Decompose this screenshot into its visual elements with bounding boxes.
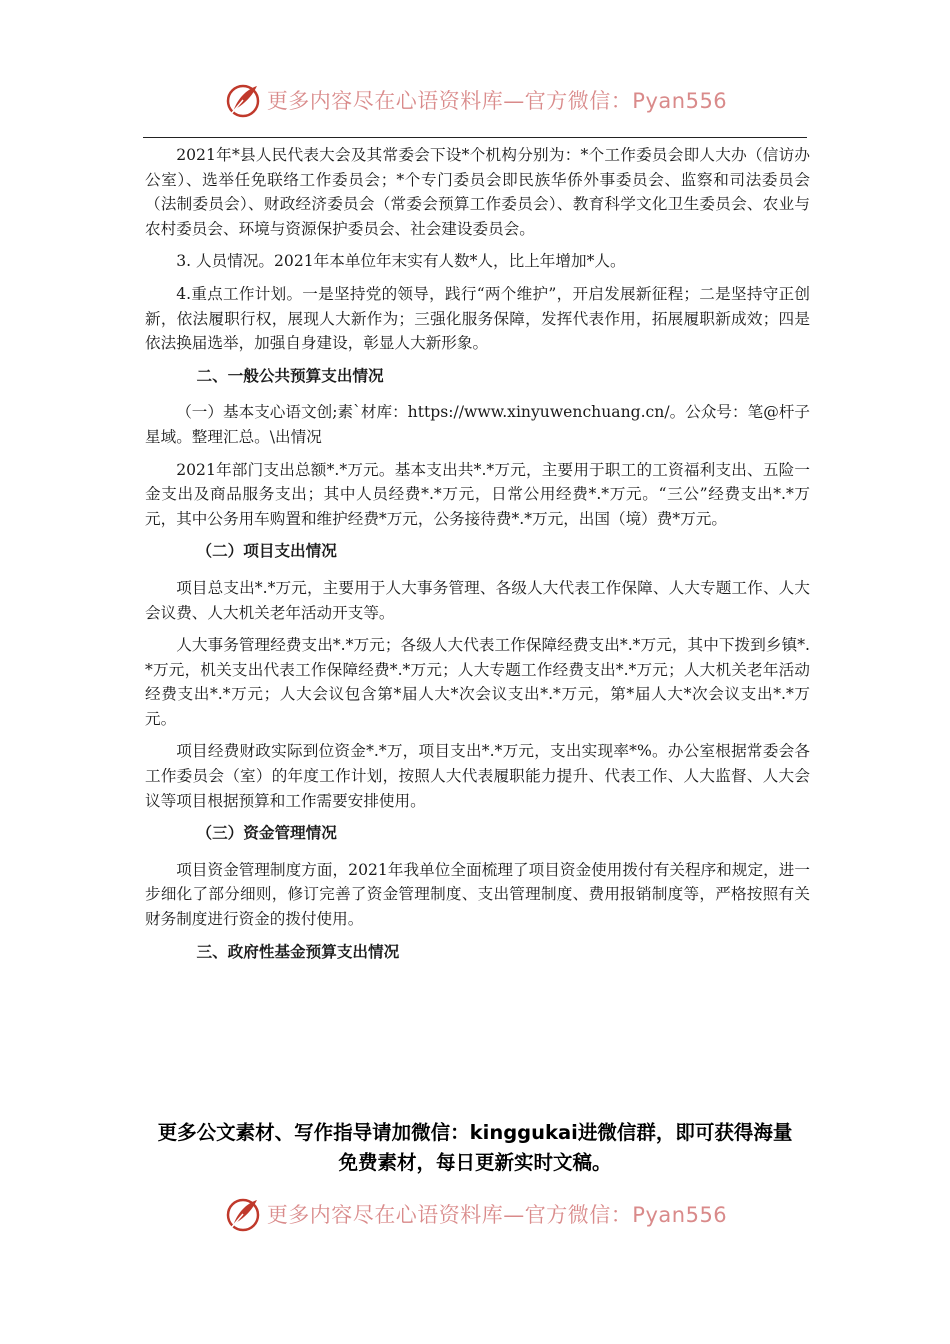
header-rule xyxy=(143,137,807,138)
document-body xyxy=(145,143,810,976)
section-heading: （二）项目支出情况 xyxy=(196,542,337,561)
section-heading: （三）资金管理情况 xyxy=(196,824,337,843)
body-paragraph: 2021年*县人民代表大会及其常委会下设*个机构分别为：*个工作委员会即人大办（信访办公室）、选举任免联络工作委员会；*个专门委员会即民族华侨外事委员会、监察和司法委员会（法制委员会）、财政经济委员会（常委会预算工作委员会）、教育科学文化卫生委员会、农业与农村委员会、环境与资源保护委员会、社会建设委员会。 xyxy=(145,146,810,238)
body-paragraph: 3. 人员情况。2021年本单位年末实有人数*人，比上年增加*人。 xyxy=(176,252,626,271)
feather-pen-logo-icon xyxy=(223,80,263,120)
footer-watermark xyxy=(0,1192,950,1236)
header-watermark xyxy=(0,78,950,122)
body-paragraph: （一）基本支心语文创;素`材库：https://www.xinyuwenchuang.cn/。公众号：笔@杆子星域。整理汇总。\出情况 xyxy=(145,403,810,446)
body-paragraph: 2021年部门支出总额*.*万元。基本支出共*.*万元，主要用于职工的工资福利支出、五险一金支出及商品服务支出；其中人员经费*.*万元，日常公用经费*.*万元。“三公”经费支出*.*万元，其中公务用车购置和维护经费*万元，公务接待费*.*万元，出国（境）费*万元。 xyxy=(145,460,810,528)
body-paragraph: 人大事务管理经费支出*.*万元；各级人大代表工作保障经费支出*.*万元，其中下拨到乡镇*.*万元，机关支出代表工作保障经费*.*万元；人大专题工作经费支出*.*万元；人大机关老年活动经费支出*.*万元；人大会议包含第*届人大*次会议支出*.*万元，第*届人大*次会议支出*.*万元。 xyxy=(145,636,810,728)
promo-banner: 更多公文素材、写作指导请加微信：kinggukai进微信群，即可获得海量免费素材，每日更新实时文稿。 xyxy=(157,1121,793,1174)
body-paragraph: 4.重点工作计划。一是坚持党的领导，践行“两个维护”，开启发展新征程；二是坚持守正创新，依法履职行权，展现人大新作为；三强化服务保障，发挥代表作用，拓展履职新成效；四是依法换届选举，加强自身建设，彰显人大新形象。 xyxy=(145,284,810,353)
footer-watermark-text: 更多内容尽在心语资料库—官方微信：Pyan556 xyxy=(266,1203,728,1227)
header-watermark-text: 更多内容尽在心语资料库—官方微信：Pyan556 xyxy=(266,89,728,113)
feather-pen-logo-icon xyxy=(223,1194,263,1234)
body-paragraph: 项目总支出*.*万元，主要用于人大事务管理、各级人大代表工作保障、人大专题工作、人大会议费、人大机关老年活动开支等。 xyxy=(145,578,810,622)
section-heading: 二、一般公共预算支出情况 xyxy=(196,366,384,385)
body-paragraph: 项目资金管理制度方面，2021年我单位全面梳理了项目资金使用拨付有关程序和规定，进一步细化了部分细则，修订完善了资金管理制度、支出管理制度、费用报销制度等，严格按照有关财务制度进行资金的拨付使用。 xyxy=(145,860,810,929)
body-paragraph: 项目经费财政实际到位资金*.*万，项目支出*.*万元，支出实现率*%。办公室根据常委会各工作委员会（室）的年度工作计划，按照人大代表履职能力提升、代表工作、人大监督、人大会议等项目根据预算和工作需要安排使用。 xyxy=(145,742,810,810)
section-heading: 三、政府性基金预算支出情况 xyxy=(196,942,400,961)
